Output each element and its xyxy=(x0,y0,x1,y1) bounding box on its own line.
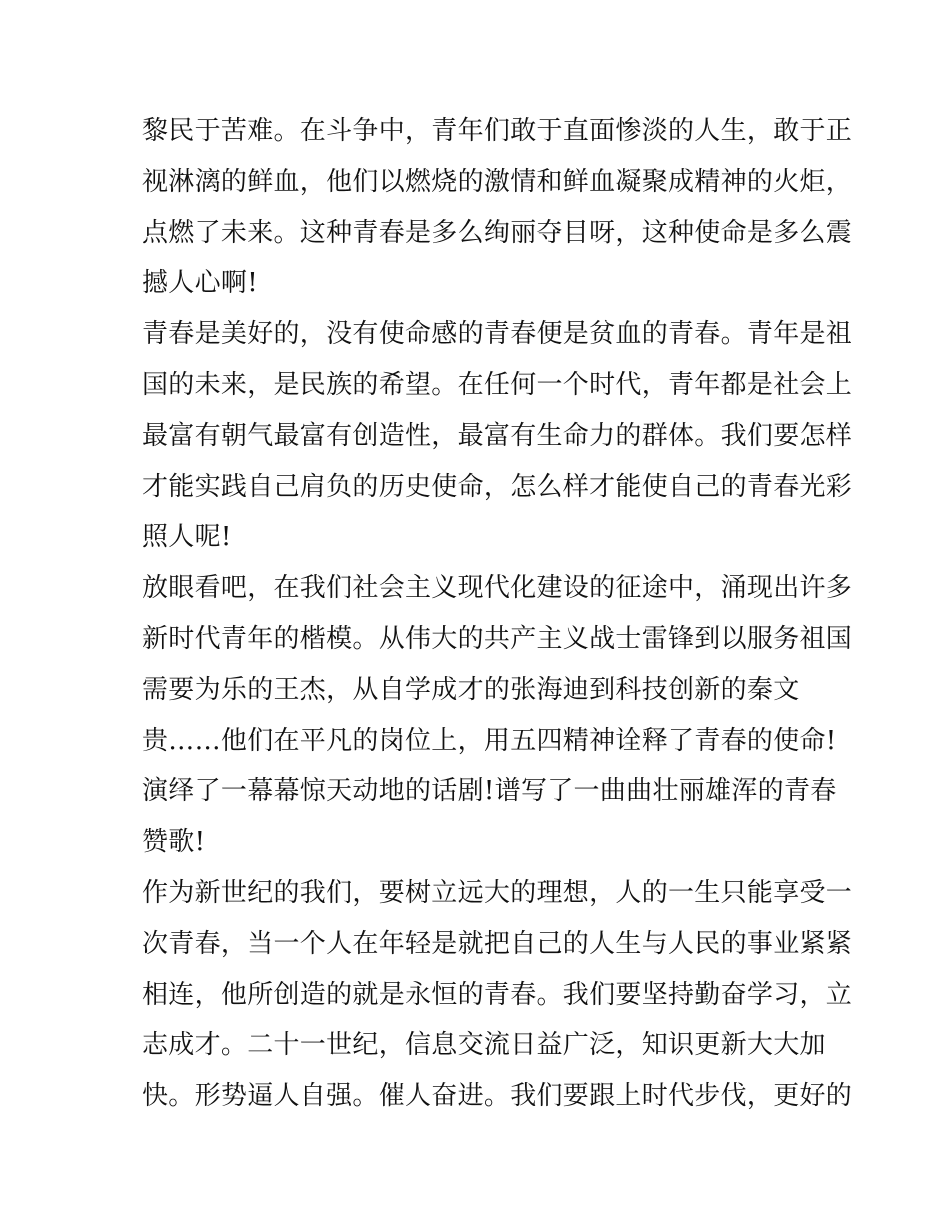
text-line: 黎民于苦难。在斗争中，青年们敢于直面惨淡的人生，敢于正 xyxy=(142,116,853,146)
text-line: 最富有朝气最富有创造性，最富有生命力的群体。我们要怎样 xyxy=(142,420,853,451)
body-text xyxy=(142,106,853,1122)
text-line: 新时代青年的楷模。从伟大的共产主义战士雷锋到以服务祖国 xyxy=(142,623,853,654)
text-line: 需要为乐的王杰，从自学成才的张海迪到科技创新的秦文 xyxy=(142,674,800,705)
text-line: 赞歌! xyxy=(142,827,206,858)
text-line: 次青春，当一个人在年轻是就把自己的人生与人民的事业紧紧 xyxy=(142,928,853,959)
text-line: 才能实践自己肩负的历史使命，怎么样才能使自己的青春光彩 xyxy=(142,471,853,502)
text-line: 志成才。二十一世纪，信息交流日益广泛，知识更新大大加 xyxy=(142,1030,826,1061)
text-line: 贵……他们在平凡的岗位上，用五四精神诠释了青春的使命! xyxy=(142,725,837,756)
text-line: 点燃了未来。这种青春是多么绚丽夺目呀，这种使命是多么震 xyxy=(142,217,853,248)
text-line: 国的未来，是民族的希望。在任何一个时代，青年都是社会上 xyxy=(142,369,853,400)
text-line: 快。形势逼人自强。催人奋进。我们要跟上时代步伐，更好的 xyxy=(142,1081,853,1112)
text-line: 视淋漓的鲜血，他们以燃烧的激情和鲜血凝聚成精神的火炬， xyxy=(142,166,853,197)
text-line: 青春是美好的，没有使命感的青春便是贫血的青春。青年是祖 xyxy=(142,319,853,350)
text-line: 照人呢! xyxy=(142,522,232,553)
text-line: 作为新世纪的我们，要树立远大的理想，人的一生只能享受一 xyxy=(142,877,853,908)
text-line: 撼人心啊! xyxy=(142,268,258,299)
text-line: 相连，他所创造的就是永恒的青春。我们要坚持勤奋学习，立 xyxy=(142,979,853,1010)
text-line: 演绎了一幕幕惊天动地的话剧!谱写了一曲曲壮丽雄浑的青春 xyxy=(142,776,837,807)
text-line: 放眼看吧，在我们社会主义现代化建设的征途中，涌现出许多 xyxy=(142,573,853,604)
